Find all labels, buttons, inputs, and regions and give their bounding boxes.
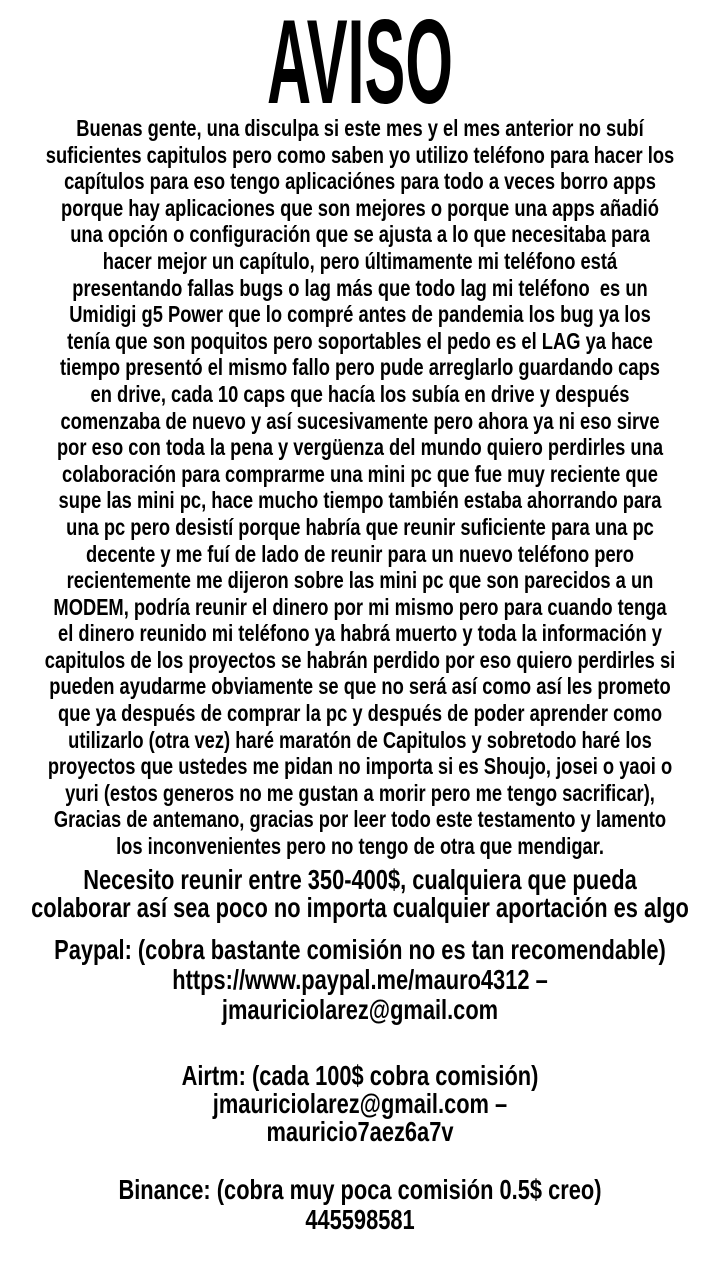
text-line: comenzaba de nuevo y así sucesivamente pero ahora ya ni eso sirve (60, 407, 660, 434)
text-line: Buenas gente, una disculpa si este mes y el mes anterior no subí (76, 115, 644, 141)
text-line: una pc pero desistí porque habría que reunir suficiente para una pc (66, 513, 654, 540)
donation-goal-paragraph (0, 866, 720, 922)
paypal-donation-section (0, 935, 720, 1025)
text-line: porque hay aplicaciones que son mejores o porque una apps añadió (61, 194, 659, 221)
notice-body-paragraph (0, 115, 720, 860)
text-line: suficientes capitulos pero como saben yo utilizo teléfono para hacer los (45, 141, 675, 168)
text-line: jmauriciolarez@gmail.com (221, 994, 499, 1025)
text-line: hacer mejor un capítulo, pero últimamente mi teléfono está (102, 247, 618, 274)
text-line: supe las mini pc, hace mucho tiempo también estaba ahorrando para (58, 487, 662, 514)
page-title: AVISO (267, 0, 453, 129)
airtm-donation-section (0, 1062, 720, 1146)
text-line: mauricio7aez6a7v (266, 1116, 454, 1147)
text-line: presentando fallas bugs o lag más que todo lag mi teléfono es un (72, 274, 648, 301)
text-line: colaboración para comprarme una mini pc que fue muy reciente que (62, 460, 658, 487)
text-line: jmauriciolarez@gmail.com – (212, 1088, 508, 1119)
text-line: MODEM, podría reunir el dinero por mi mismo pero para cuando tenga (53, 593, 667, 620)
text-line: Gracias de antemano, gracias por leer todo este testamento y lamento (53, 806, 667, 833)
text-line: Umidigi g5 Power que lo compré antes de pandemia los bug ya los (69, 301, 651, 328)
text-line: decente y me fuí de lado de reunir para un nuevo teléfono pero (86, 540, 634, 567)
text-line: Necesito reunir entre 350-400$, cualquiera que pueda (83, 864, 637, 895)
text-line: colaborar así sea poco no importa cualquier aportación es algo (31, 892, 689, 923)
text-line: utilizarlo (otra vez) haré maratón de Capitulos y sobretodo haré los (68, 726, 652, 753)
binance-donation-section (0, 1175, 720, 1235)
text-line: una opción o configuración que se ajusta a lo que necesitaba para (70, 221, 650, 248)
text-line: https://www.paypal.me/mauro4312 – (172, 964, 548, 995)
text-line: Binance: (cobra muy poca comisión 0.5$ creo) (118, 1174, 602, 1205)
text-line: en drive, cada 10 caps que hacía los subía en drive y después (90, 380, 630, 407)
text-line: capítulos para eso tengo aplicaciónes para todo a veces borro apps (64, 168, 656, 195)
text-line: Airtm: (cada 100$ cobra comisión) (181, 1060, 539, 1091)
text-line: recientemente me dijeron sobre las mini pc que son parecidos a un (66, 567, 654, 594)
text-line: por eso con toda la pena y vergüenza del mundo quiero perdirles una (56, 434, 664, 461)
text-line: pueden ayudarme obviamente se que no será así como así les prometo (49, 673, 671, 700)
text-line: tiempo presentó el mismo fallo pero pude arreglarlo guardando caps (60, 354, 660, 381)
text-line: proyectos que ustedes me pidan no importa si es Shoujo, josei o yaoi o (47, 753, 673, 780)
text-line: que ya después de comprar la pc y después de poder aprender como (57, 700, 663, 727)
text-line: los inconvenientes pero no tengo de otra que mendigar. (116, 833, 604, 860)
text-line: tenía que son poquitos pero soportables el pedo es el LAG ya hace (67, 327, 653, 354)
text-line: Paypal: (cobra bastante comisión no es tan recomendable) (54, 934, 666, 965)
text-line: capitulos de los proyectos se habrán perdido por eso quiero perdirles si (44, 646, 676, 673)
text-line: el dinero reunido mi teléfono ya habrá muerto y toda la información y (58, 620, 662, 647)
text-line: 445598581 (305, 1204, 415, 1235)
text-line: yuri (estos generos no me gustan a morir pero me tengo sacrificar), (65, 779, 655, 806)
